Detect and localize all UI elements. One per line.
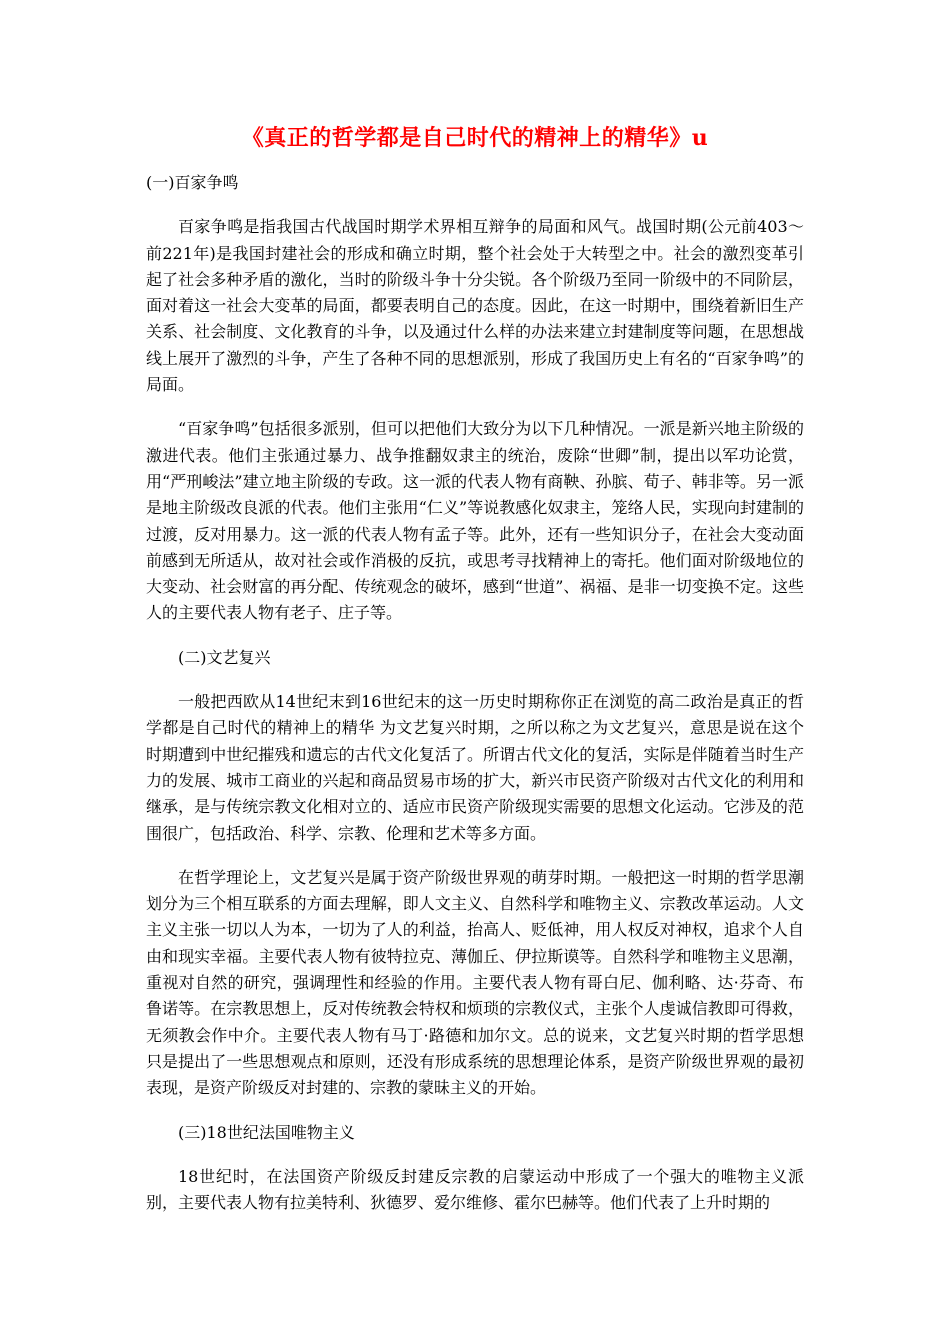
section-3-paragraph-1: 18世纪时，在法国资产阶级反封建反宗教的启蒙运动中形成了一个强大的唯物主义派别，主要代表人物有拉美特利、狄德罗、爱尔维修、霍尔巴赫等。他们代表了上升时期的 xyxy=(146,1166,804,1213)
section-heading-3: (三)18世纪法国唯物主义 xyxy=(178,1122,355,1142)
section-2-paragraph-2: 在哲学理论上，文艺复兴是属于资产阶级世界观的萌芽时期。一般把这一时期的哲学思潮划分为三个相互联系的方面去理解，即人文主义、自然科学和唯物主义、宗教改革运动。人文主义主张一切以人为本，一切为了人的利益，抬高人、贬低神，用人权反对神权，追求个人自由和现实幸福。主要代表人物有彼特拉克、薄伽丘、伊拉斯谟等。自然科学和唯物主义思潮，重视对自然的研究，强调理性和经验的作用。主要代表人物有哥白尼、伽利略、达·芬奇、布鲁诺等。在宗教思想上，反对传统教会特权和烦琐的宗教仪式，主张个人虔诚信教即可得救，无须教会作中介。主要代表人物有马丁·路德和加尔文。总的说来，文艺复兴时期的哲学思想只是提出了一些思想观点和原则，还没有形成系统的思想理论体系，是资产阶级世界观的最初表现，是资产阶级反对封建的、宗教的蒙昧主义的开始。 xyxy=(146,867,804,1098)
section-heading-1: (一)百家争鸣 xyxy=(146,173,239,192)
document-body xyxy=(146,170,804,1234)
section-heading-2: (二)文艺复兴 xyxy=(178,647,271,667)
document-title: 《真正的哲学都是自己时代的精神上的精华》u xyxy=(241,125,709,151)
section-1-paragraph-1: 百家争鸣是指我国古代战国时期学术界相互辩争的局面和风气。战国时期(公元前403～前221年)是我国封建社会的形成和确立时期，整个社会处于大转型之中。社会的激烈变革引起了社会多种矛盾的激化，当时的阶级斗争十分尖锐。各个阶级乃至同一阶级中的不同阶层，面对着这一社会大变革的局面，都要表明自己的态度。因此，在这一时期中，围绕着新旧生产关系、社会制度、文化教育的斗争，以及通过什么样的办法来建立封建制度等问题，在思想战线上展开了激烈的斗争，产生了各种不同的思想派别，形成了我国历史上有名的“百家争鸣”的局面。 xyxy=(146,217,804,395)
section-1-paragraph-2: “百家争鸣”包括很多派别，但可以把他们大致分为以下几种情况。一派是新兴地主阶级的激进代表。他们主张通过暴力、战争推翻奴隶主的统治，废除“世卿”制，提出以军功论赏，用“严刑峻法”建立地主阶级的专政。这一派的代表人物有商鞅、孙膑、荀子、韩非等。另一派是地主阶级改良派的代表。他们主张用“仁义”等说教感化奴隶主，笼络人民，实现向封建制的过渡，反对用暴力。这一派的代表人物有孟子等。此外，还有一些知识分子，在社会大变动面前感到无所适从，故对社会或作消极的反抗，或思考寻找精神上的寄托。他们面对阶级地位的大变动、社会财富的再分配、传统观念的破坏，感到“世道”、祸福、是非一切变换不定。这些人的主要代表人物有老子、庄子等。 xyxy=(146,419,804,623)
section-2-paragraph-1: 一般把西欧从14世纪末到16世纪末的这一历史时期称你正在浏览的高二政治是真正的哲学都是自己时代的精神上的精华 为文艺复兴时期，之所以称之为文艺复兴，意思是说在这个时期遭到中世纪摧残和遗忘的古代文化复活了。所谓古代文化的复活，实际是伴随着当时生产力的发展、城市工商业的兴起和商品贸易市场的扩大，新兴市民资产阶级对古代文化的利用和继承，是与传统宗教文化相对立的、适应市民资产阶级现实需要的思想文化运动。它涉及的范围很广，包括政治、科学、宗教、伦理和艺术等多方面。 xyxy=(146,692,804,843)
